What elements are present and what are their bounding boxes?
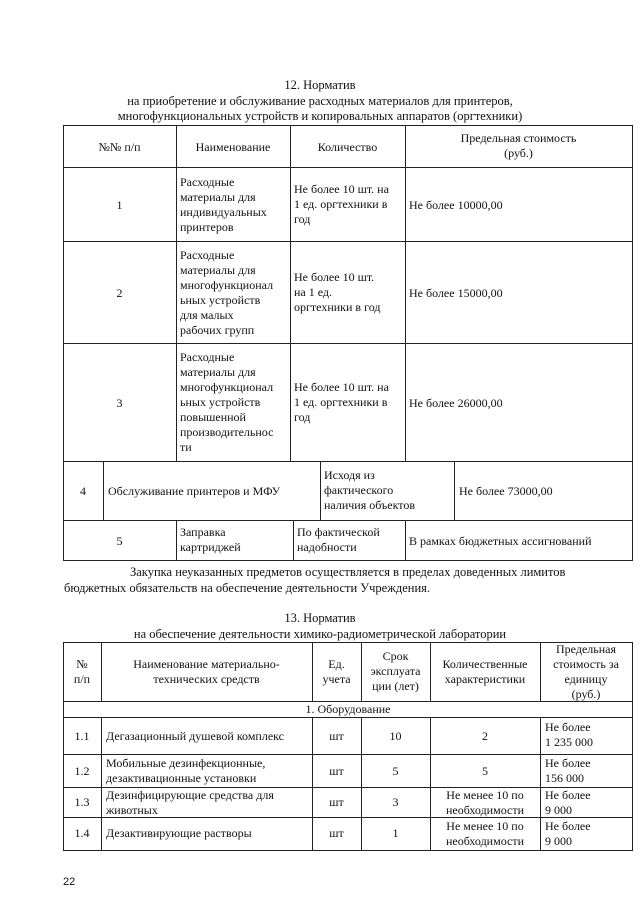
row-num: 4 <box>80 484 86 498</box>
row-qty: 5 <box>482 764 488 778</box>
header-qty: Количественные характеристики <box>442 657 528 686</box>
header-num: № п/п <box>73 657 91 686</box>
row-num: 1 <box>116 198 123 212</box>
row-cost: Не более 26000,00 <box>409 396 503 410</box>
row-cost: Не более 9 000 <box>545 819 591 848</box>
header-cost-unit: (руб.) <box>504 146 533 160</box>
row-qty: Не менее 10 по необходимости <box>445 788 524 817</box>
row-cost: Не более 15000,00 <box>409 286 503 300</box>
row-num: 1.3 <box>74 795 90 809</box>
section12-subtitle-line1: на приобретение и обслуживание расходных материалов для принтеров, <box>127 94 513 108</box>
row-num: 1.1 <box>74 729 90 743</box>
row-unit: шт <box>329 764 344 778</box>
row-term: 3 <box>392 795 399 809</box>
header-unit: Ед. учета <box>322 657 351 686</box>
row-name: Расходные материалы для многофункционал ьных устройств для малых рабочих групп <box>180 248 274 337</box>
row-qty: Исходя из фактического наличия объектов <box>324 468 416 512</box>
row-unit: шт <box>329 795 344 809</box>
row-num: 1.4 <box>74 826 90 840</box>
row-term: 1 <box>392 826 399 840</box>
header-cost: Предельная стоимость <box>460 131 577 145</box>
page-number: 22 <box>63 876 76 888</box>
header-term: Срок эксплуата ции (лет) <box>370 649 421 693</box>
header-qty: Количество <box>317 140 378 154</box>
section13-title: 13. Норматив <box>284 611 356 625</box>
row-cost: Не более 10000,00 <box>409 198 503 212</box>
row-cost: Не более 73000,00 <box>459 484 553 498</box>
section12-subtitle-line2: многофункциональных устройств и копировальных аппаратов (оргтехники) <box>117 109 523 123</box>
row-cost: Не более 9 000 <box>545 788 591 817</box>
row-cost: В рамках бюджетных ассигнований <box>409 534 592 548</box>
section13-subtitle: на обеспечение деятельности химико-радиометрической лаборатории <box>133 627 507 641</box>
row-name: Дезактивирующие растворы <box>106 826 252 840</box>
row-name: Дегазационный душевой комплекс <box>106 729 285 743</box>
row-qty: Не более 10 шт. на 1 ед. оргтехники в год <box>294 182 389 226</box>
group-equipment: 1. Оборудование <box>305 702 391 716</box>
row-qty: Не более 10 шт. на 1 ед. оргтехники в год <box>294 270 381 314</box>
row-cost: Не более 1 235 000 <box>545 720 593 749</box>
row-name: Мобильные дезинфекционные, дезактивационные установки <box>106 756 266 785</box>
row-term: 10 <box>389 729 402 743</box>
row-term: 5 <box>392 764 399 778</box>
section12-note-line1: Закупка неуказанных предметов осуществляется в пределах доведенных лимитов <box>130 565 566 579</box>
row-name: Расходные материалы для многофункционал ьных устройств повышенной производительнос ти <box>180 350 274 454</box>
header-num: №№ п/п <box>98 140 141 154</box>
row-num: 5 <box>116 534 123 548</box>
row-qty: По фактической надобности <box>297 525 380 554</box>
row-name: Заправка картриджей <box>180 525 241 554</box>
header-cost: Предельная стоимость за единицу (руб.) <box>553 642 619 701</box>
row-unit: шт <box>329 729 344 743</box>
row-num: 2 <box>116 286 123 300</box>
row-name: Обслуживание принтеров и МФУ <box>108 484 281 498</box>
section12-title: 12. Норматив <box>284 78 356 92</box>
section12-note-line2: бюджетных обязательств на обеспечение деятельности Учреждения. <box>64 581 431 595</box>
row-name: Расходные материалы для индивидуальных принтеров <box>180 175 267 234</box>
row-qty: 2 <box>482 729 488 743</box>
row-unit: шт <box>329 826 344 840</box>
row-qty: Не менее 10 по необходимости <box>445 819 524 848</box>
row-num: 3 <box>116 396 123 410</box>
row-cost: Не более 156 000 <box>545 756 591 785</box>
header-name: Наименование <box>195 140 271 154</box>
row-num: 1.2 <box>74 764 90 778</box>
header-name: Наименование материально- технических средств <box>133 657 280 686</box>
row-qty: Не более 10 шт. на 1 ед. оргтехники в год <box>294 380 389 424</box>
row-name: Дезинфицирующие средства для животных <box>106 788 274 817</box>
